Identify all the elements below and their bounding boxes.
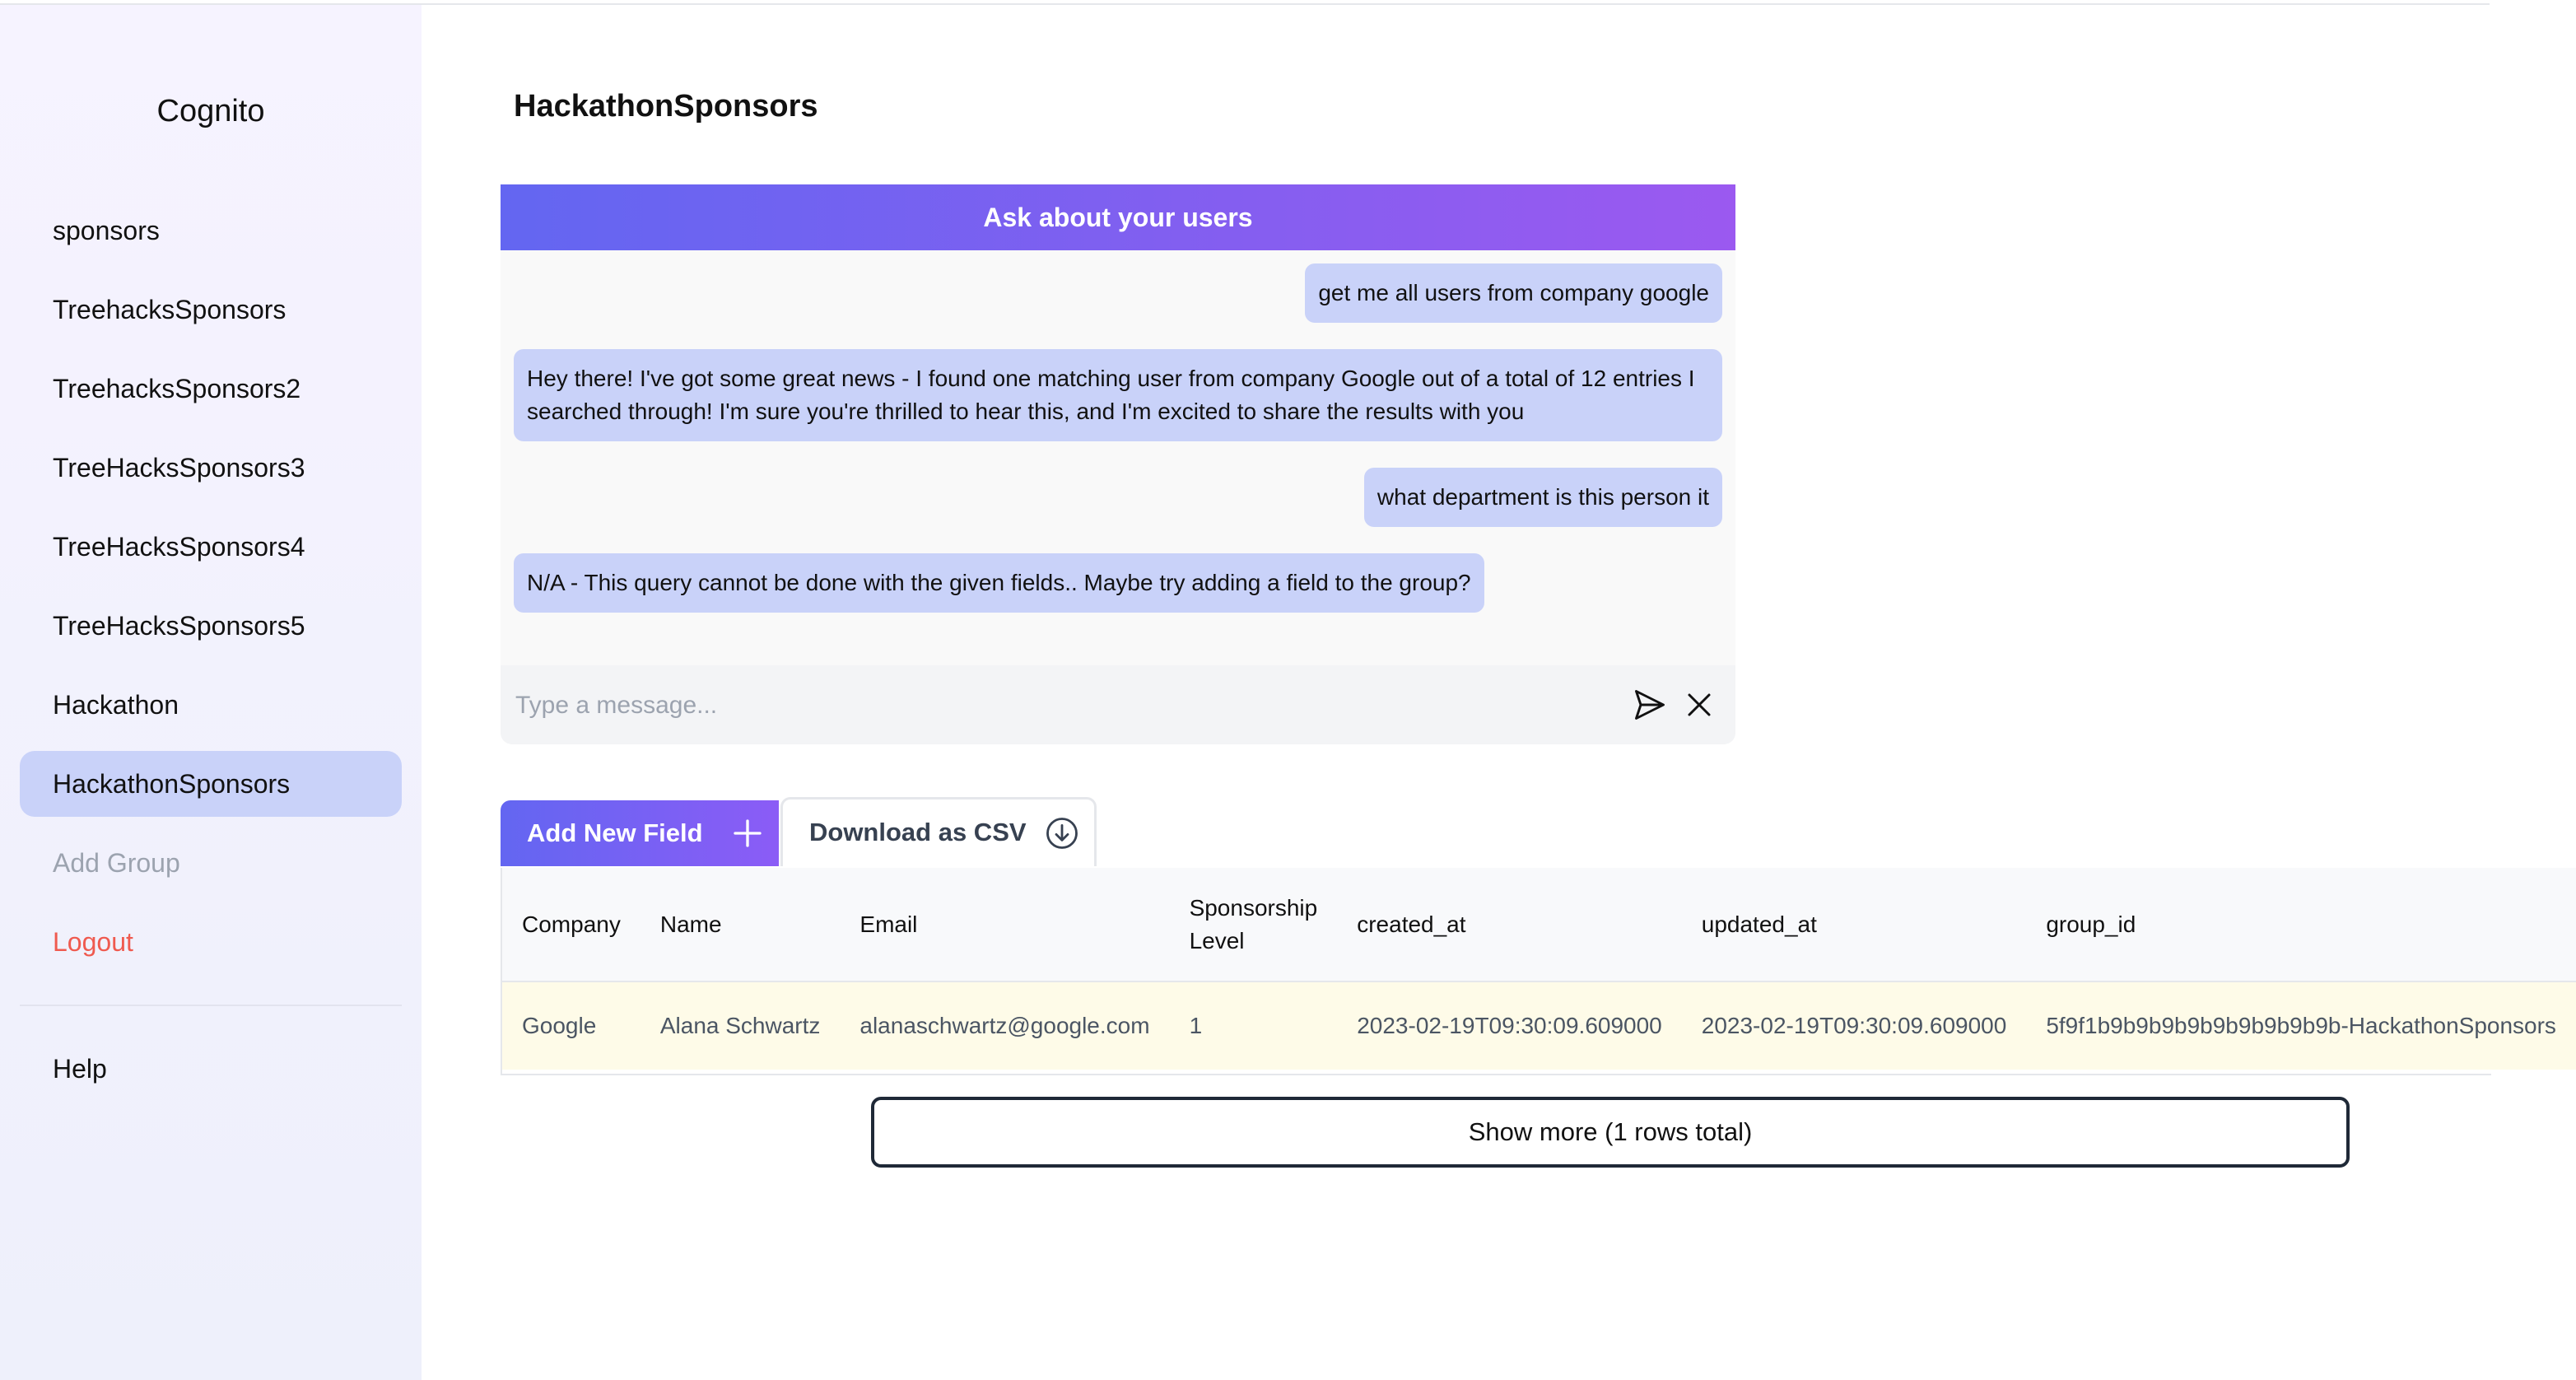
cell-updated-at: 2023-02-19T09:30:09.609000 — [1682, 981, 2027, 1070]
logout-button[interactable]: Logout — [53, 927, 133, 957]
download-csv-button[interactable] — [780, 797, 1097, 866]
close-icon[interactable] — [1684, 690, 1714, 720]
send-icon[interactable] — [1632, 687, 1668, 723]
sidebar-nav — [20, 198, 402, 988]
sidebar-divider — [20, 1005, 402, 1006]
sidebar-item-treehackssponsors[interactable]: TreehacksSponsors — [53, 295, 286, 324]
column-header-name[interactable]: Name — [641, 868, 841, 981]
add-new-field-button[interactable] — [501, 800, 779, 866]
chat-panel — [501, 184, 1735, 744]
sidebar-item-hackathonsponsors[interactable]: HackathonSponsors — [20, 751, 402, 817]
data-table — [502, 868, 2576, 1070]
add-new-field-label: Add New Field — [527, 818, 703, 847]
chat-message-bot: N/A - This query cannot be done with the given fields.. Maybe try adding a field to the group? — [514, 553, 1484, 613]
chat-message-input[interactable] — [514, 665, 1587, 746]
cell-sponsorship-level: 1 — [1170, 981, 1338, 1070]
download-icon — [1045, 816, 1079, 851]
cell-group-id: 5f9f1b9b9b9b9b9b9b9b9b9b-HackathonSponsors — [2026, 981, 2576, 1070]
sidebar — [0, 5, 422, 1380]
sidebar-item-sponsors[interactable]: sponsors — [53, 216, 160, 245]
column-header-created-at[interactable]: created_at — [1337, 868, 1682, 981]
sidebar-item-treehackssponsors4[interactable]: TreeHacksSponsors4 — [53, 532, 305, 562]
data-table-container — [501, 868, 2556, 1075]
page-title: HackathonSponsors — [514, 89, 818, 124]
sidebar-item-treehackssponsors3[interactable]: TreeHacksSponsors3 — [53, 453, 305, 483]
sidebar-item-hackathon[interactable]: Hackathon — [53, 690, 179, 720]
table-header-row — [502, 868, 2576, 981]
sidebar-item-treehackssponsors2[interactable]: TreehacksSponsors2 — [53, 374, 301, 403]
add-group-button[interactable]: Add Group — [53, 848, 180, 878]
cell-created-at: 2023-02-19T09:30:09.609000 — [1337, 981, 1682, 1070]
chat-message-bot: Hey there! I've got some great news - I found one matching user from company Google out of a total of 12 entries I searched through! I'm sure you're thrilled to hear this, and I'm excited to share the results with you — [514, 349, 1722, 441]
cell-email: alanaschwartz@google.com — [840, 981, 1169, 1070]
column-header-company[interactable]: Company — [502, 868, 641, 981]
cell-name: Alana Schwartz — [641, 981, 841, 1070]
chat-header: Ask about your users — [501, 184, 1735, 250]
column-header-sponsorship-level[interactable]: Sponsorship Level — [1170, 868, 1338, 981]
brand-logo-text: Cognito — [156, 94, 265, 128]
chat-message-user: what department is this person it — [1364, 468, 1722, 527]
table-row[interactable] — [502, 981, 2576, 1070]
help-link[interactable]: Help — [53, 1054, 107, 1084]
column-header-email[interactable]: Email — [840, 868, 1169, 981]
cell-company: Google — [502, 981, 641, 1070]
show-more-button[interactable]: Show more (1 rows total) — [871, 1097, 2350, 1168]
column-header-updated-at[interactable]: updated_at — [1682, 868, 2027, 981]
chat-input-row — [501, 665, 1735, 744]
plus-icon — [731, 817, 764, 850]
column-header-group-id[interactable]: group_id — [2026, 868, 2576, 981]
download-csv-label: Download as CSV — [809, 818, 1027, 846]
sidebar-item-treehackssponsors5[interactable]: TreeHacksSponsors5 — [53, 611, 305, 641]
chat-message-user: get me all users from company google — [1305, 263, 1722, 323]
